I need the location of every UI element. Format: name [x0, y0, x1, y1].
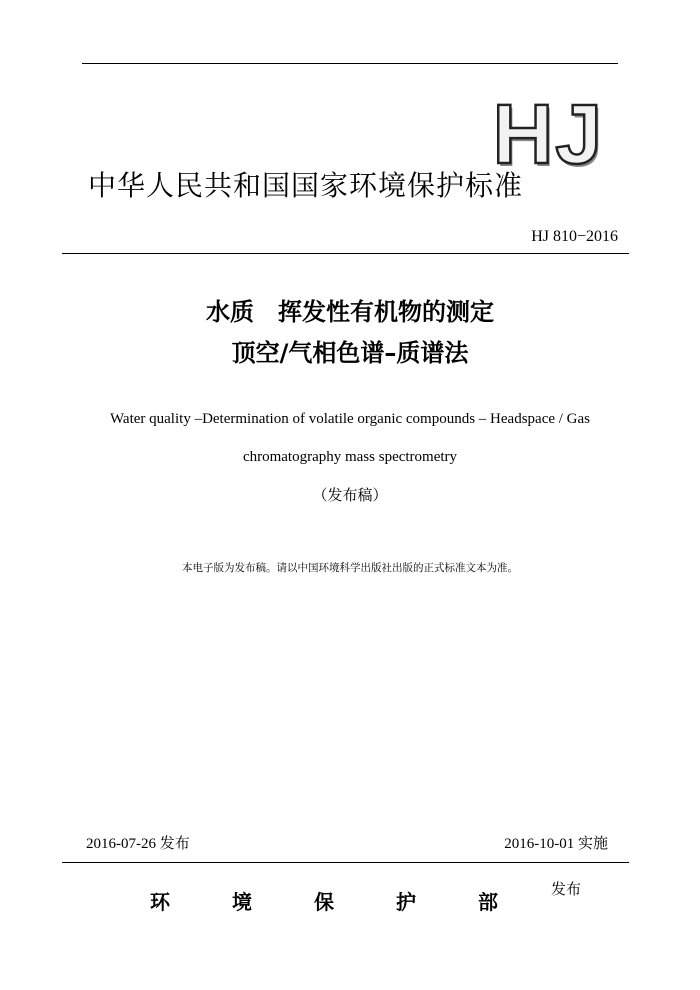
- header-divider: [62, 253, 629, 254]
- ministry-char: 部: [478, 890, 498, 914]
- hj-logo: HJ: [492, 87, 604, 181]
- ministry-char: 环: [150, 890, 170, 914]
- standard-code: HJ 810−2016: [531, 228, 618, 245]
- title-en-line1: Water quality –Determination of volatile organic compounds – Headspace / Gas: [109, 411, 591, 427]
- draft-label: （发布稿）: [312, 486, 388, 504]
- ministry-char: 保: [314, 890, 334, 914]
- title-cn-line1: 水质 挥发性有机物的测定: [206, 298, 494, 326]
- footer-divider: [62, 862, 629, 863]
- title-en-line2: chromatography mass spectrometry: [242, 449, 458, 465]
- publish-date: 2016-07-26 发布: [86, 836, 190, 852]
- top-divider: [82, 63, 618, 64]
- effective-date: 2016-10-01 实施: [504, 836, 608, 852]
- ministry-char: 境: [232, 890, 252, 914]
- title-cn-line2: 顶空/气相色谱–质谱法: [231, 339, 469, 367]
- issuing-ministry: [0, 886, 700, 916]
- issue-label: 发布: [551, 880, 582, 898]
- issuer-title: 中华人民共和国国家环境保护标准: [88, 169, 524, 202]
- edition-note: 本电子版为发布稿。请以中国环境科学出版社出版的正式标准文本为准。: [182, 562, 518, 574]
- ministry-char: 护: [396, 890, 416, 914]
